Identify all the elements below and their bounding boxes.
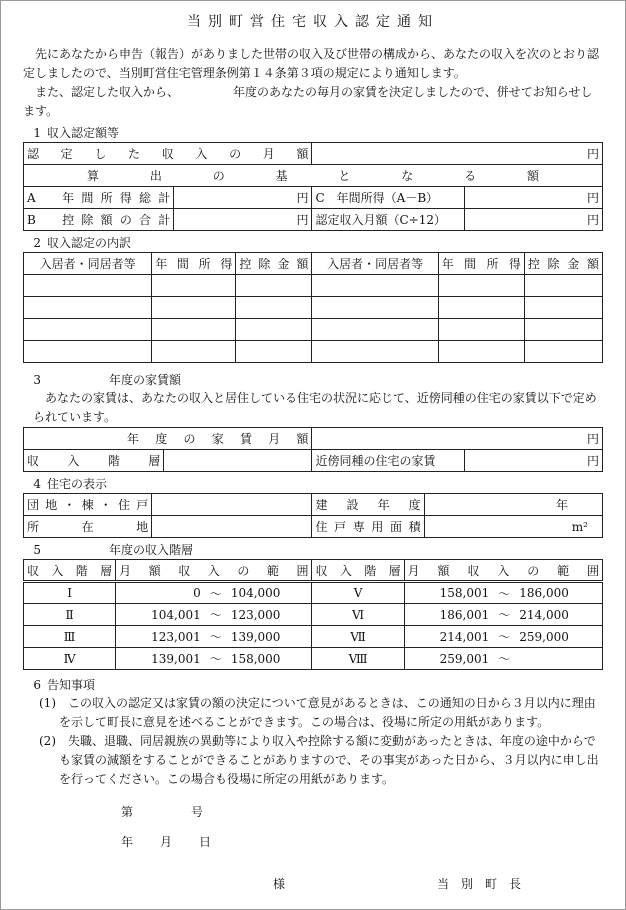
deduction-header: 控除金額 [524,253,602,275]
annual-income-total-label: A 年間所得総計 [24,187,174,209]
rent-monthly-value: 円 [312,428,603,450]
level-row: Ⅱ 104,001 ～ 123,000 Ⅵ 186,001 ～ 214,000 [24,604,603,626]
income-breakdown-table [23,252,603,363]
built-year-label: 建設年度 [312,494,424,516]
address-label: 所在地 [24,516,152,538]
notice-item-1: (1) この収入の認定又は家賃の額の決定について意見があるときは、この通知の日から３月以内に理由を示して町長に意見を述べることができます。この場合は、役場に所定の用紙があります。 [39,696,596,729]
breakdown-row [24,275,603,297]
annual-income-c-value: 円 [464,187,602,209]
breakdown-header-row [24,253,603,275]
income-level-table [23,559,603,670]
annual-income-header: 年間所得 [438,253,524,275]
nearby-rent-value: 円 [464,450,602,472]
annual-income-header: 年間所得 [152,253,236,275]
section-4-heading: 4 住宅の表示 [33,477,108,491]
monthly-income-label: 認定した収入の月額 [24,143,312,165]
basis-header: 算出の基となる額 [24,165,603,187]
deduction-total-label: B 控除額の合計 [24,209,174,231]
resident-header: 入居者・同居者等 [312,253,438,275]
resident-header: 入居者・同居者等 [24,253,152,275]
rent-explanation: あなたの家賃は、あなたの収入と居住している住宅の状況に応じて、近傍同種の住宅の家賃以下で定められています。 [33,391,597,424]
danchi-value [152,494,312,516]
issuer-name: 当 別 町 長 [437,877,522,891]
certified-monthly-value: 円 [464,209,602,231]
level-header: 収入階層 [24,560,116,582]
date-month: 月 [160,835,173,849]
number-dai: 第 [121,805,134,819]
notice-item-2: (2) 失職、退職、同居親族の異動等により収入や控除する額に変動があったときは、年度の途中からでも家賃の減額をすることができることがありますので、その事実があった日から、３月以内に申し出を行ってください。この場合も役場に所定の用紙があります。 [39,734,599,786]
income-level-value [164,450,312,472]
breakdown-row [24,319,603,341]
built-year-value: 年 [424,494,602,516]
level-row: Ⅰ 0 ～ 104,000 Ⅴ 158,001 ～ 186,000 [24,582,603,604]
deduction-header: 控除金額 [236,253,312,275]
floor-area-label: 住戸専用面積 [312,516,424,538]
section-6-heading: 6 告知事項 [33,678,96,692]
certified-monthly-label: 認定収入月額（C÷12） [312,209,464,231]
level-header: 収入階層 [312,560,404,582]
level-row: Ⅲ 123,001 ～ 139,000 Ⅶ 214,001 ～ 259,000 [24,626,603,648]
section-2-heading: 2 収入認定の内訳 [33,236,132,250]
section-3-heading: 3 年度の家賃額 [33,373,182,387]
signature-block [23,789,603,909]
housing-table [23,493,603,538]
breakdown-row [24,297,603,319]
section-5-heading: 5 年度の収入階層 [33,543,194,557]
intro-paragraph-1: 先にあなたから申告（報告）がありました世帯の収入及び世帯の構成から、あなたの収入を次のとおり認定しましたので、当別町営住宅管理条例第１４条第３項の規定により通知します。 [23,47,600,80]
range-header: 月額収入の範囲 [116,560,312,582]
date-day: 日 [199,835,212,849]
deduction-total-value: 円 [174,209,312,231]
level-header-row [24,560,603,582]
number-go: 号 [191,805,204,819]
income-level-label: 収入階層 [24,450,164,472]
level-row: Ⅳ 139,001 ～ 158,000 Ⅷ 259,001 ～ [24,648,603,670]
danchi-label: 団地・棟・住戸 [24,494,152,516]
nearby-rent-label: 近傍同種の住宅の家賃 [312,450,464,472]
breakdown-row [24,341,603,363]
annual-income-c-label: C 年間所得（A－B） [312,187,464,209]
range-header: 月額収入の範囲 [404,560,602,582]
monthly-income-value: 円 [312,143,603,165]
rent-monthly-label: 年度の家賃月額 [24,428,312,450]
floor-area-value: m² [424,516,602,538]
rent-table [23,427,603,472]
addressee-sama: 様 [273,877,286,891]
income-amount-table [23,142,603,231]
page-title: 当別町営住宅収入認定通知 [187,14,439,30]
address-value [152,516,312,538]
date-year: 年 [121,835,134,849]
annual-income-total-value: 円 [174,187,312,209]
intro-paragraph-2: また、認定した収入から、 年度のあなたの毎月の家賃を決定しましたので、併せてお知らせします。 [23,85,593,118]
section-1-heading: 1 収入認定額等 [33,126,120,140]
